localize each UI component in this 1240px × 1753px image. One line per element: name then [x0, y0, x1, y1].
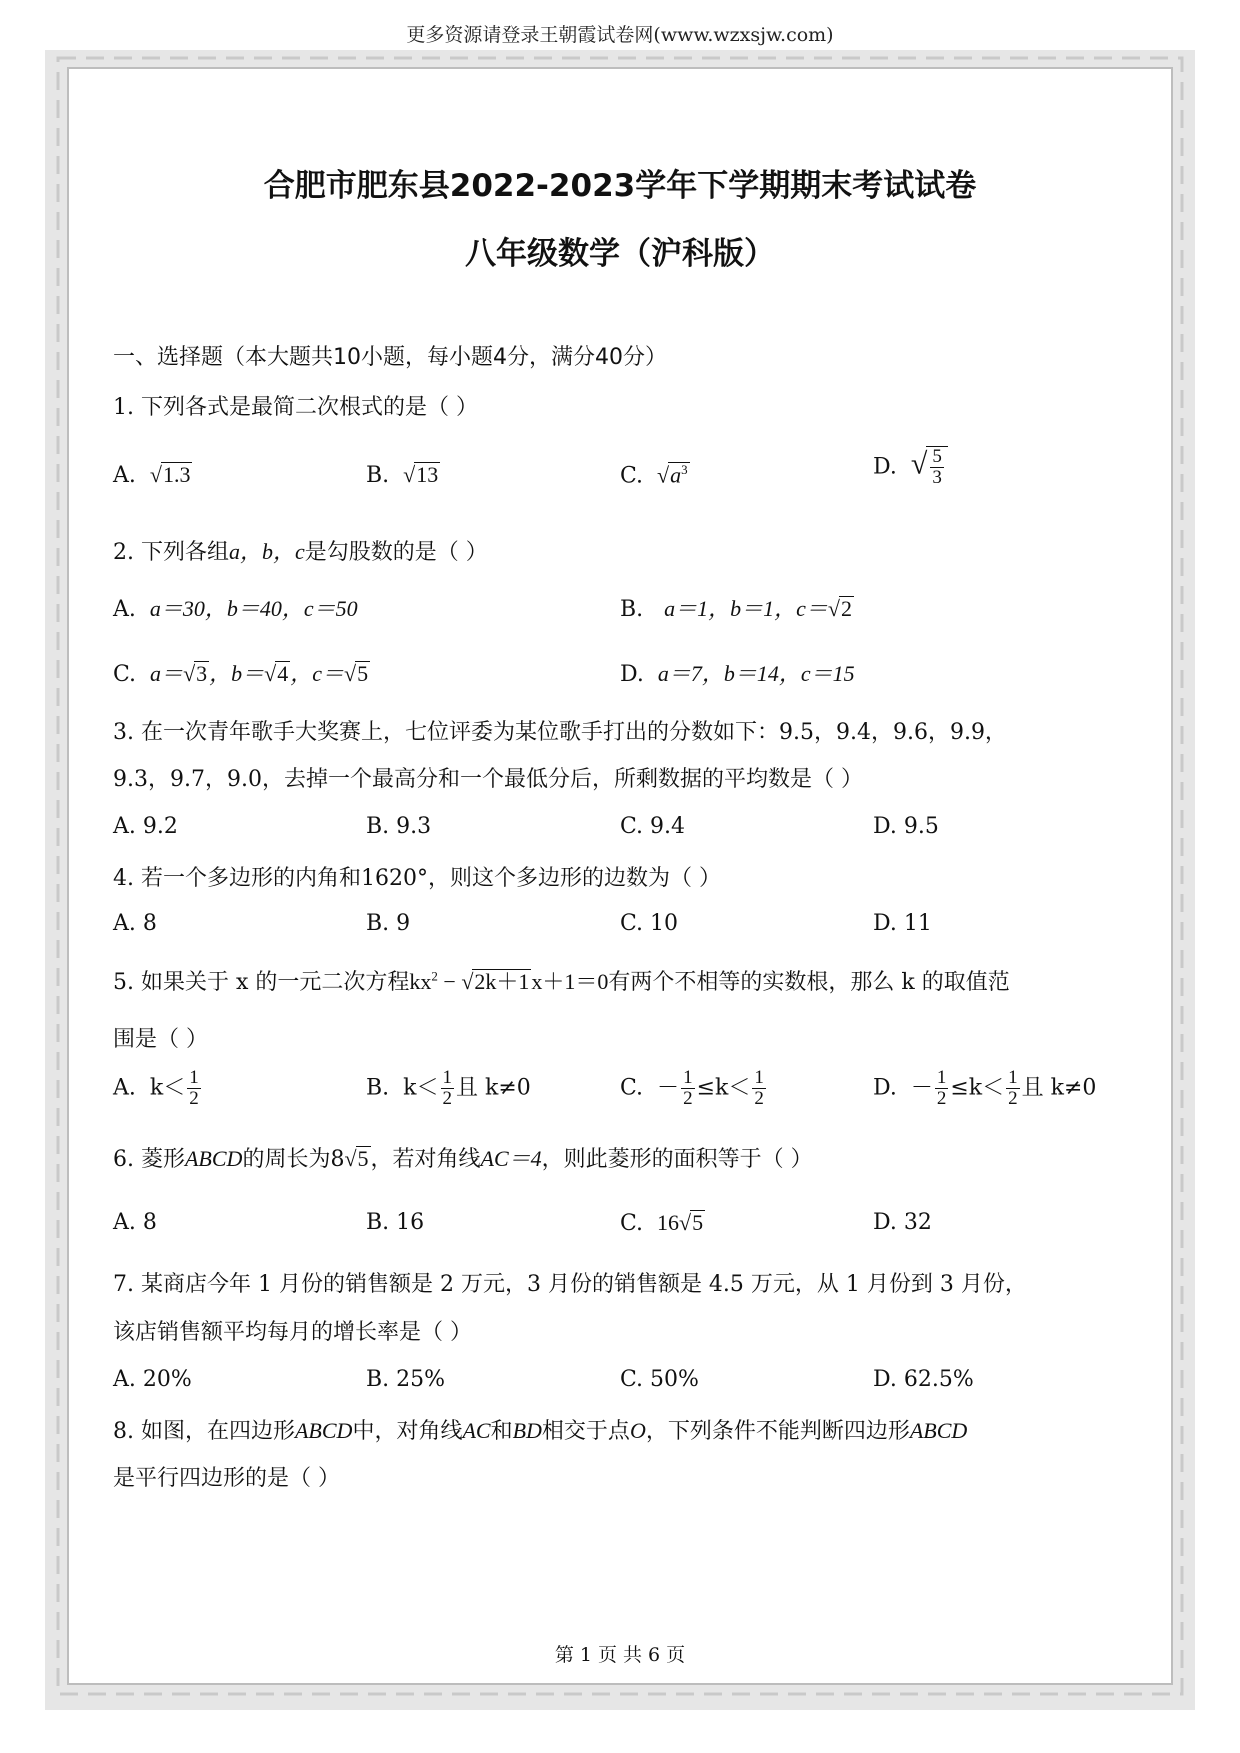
q3-option-c: C. 9.4 — [620, 814, 686, 839]
q6-option-a: A. 8 — [113, 1210, 157, 1235]
q7-option-c: C. 50% — [620, 1367, 699, 1392]
question-7-stem-line1: 7. 某商店今年 1 月份的销售额是 2 万元，3 月份的销售额是 4.5 万元，从 1 月份到 3 月份， — [113, 1272, 1027, 1297]
question-3-stem-line1: 3. 在一次青年歌手大奖赛上，七位评委为某位歌手打出的分数如下：9.5，9.4，9.6，9.9， — [113, 720, 1007, 745]
q2-option-c: C. a＝√3，b＝√4，c＝√5 — [113, 661, 369, 687]
question-2-stem: 2. 下列各组a，b，c是勾股数的是（ ） — [113, 539, 488, 565]
section-heading: 一、选择题（本大题共10小题，每小题4分，满分40分） — [113, 345, 667, 370]
q4-option-c: C. 10 — [620, 911, 679, 936]
page-footer: 第 1 页 共 6 页 — [554, 1644, 686, 1666]
q2-option-b: B. a＝1，b＝1，c＝√2 — [620, 596, 852, 622]
q7-option-d: D. 62.5% — [873, 1367, 974, 1392]
q6-option-c: C. 16√5 — [620, 1210, 704, 1236]
q6-option-d: D. 32 — [873, 1210, 932, 1235]
q4-option-a: A. 8 — [113, 911, 157, 936]
question-7-stem-line2: 该店销售额平均每月的增长率是（ ） — [113, 1320, 472, 1345]
q1-option-b: B. √13 — [366, 462, 439, 488]
q5-option-d: D. － $\frac{1}{2}$ ≤k＜ $\frac{1}{2}$ 且 k≠0 — [873, 1067, 1097, 1109]
q4-option-d: D. 11 — [873, 911, 932, 936]
question-8-stem-line1: 8. 如图，在四边形ABCD中，对角线AC和BD相交于点O，下列条件不能判断四边形ABCD — [113, 1418, 968, 1444]
q5-option-a: A. k＜ $\frac{1}{2}$ — [113, 1067, 199, 1109]
q3-option-a: A. 9.2 — [113, 814, 178, 839]
question-1-stem: 1. 下列各式是最简二次根式的是（ ） — [113, 395, 478, 420]
q2-option-d: D. a＝7，b＝14，c＝15 — [620, 661, 855, 687]
q7-option-a: A. 20% — [113, 1367, 192, 1392]
question-6-stem: 6. 菱形ABCD的周长为8√5，若对角线AC＝4，则此菱形的面积等于（ ） — [113, 1146, 813, 1172]
q4-option-b: B. 9 — [366, 911, 411, 936]
question-5-stem-line2: 围是（ ） — [113, 1027, 208, 1052]
q3-option-d: D. 9.5 — [873, 814, 939, 839]
question-3-stem-line2: 9.3，9.7，9.0，去掉一个最高分和一个最低分后，所剩数据的平均数是（ ） — [113, 767, 863, 792]
header-note: 更多资源请登录王朝霞试卷网(www.wzxsjw.com) — [406, 24, 834, 46]
q1-option-c: C. $√a^3$ — [620, 462, 688, 489]
exam-subtitle: 八年级数学（沪科版） — [465, 236, 775, 272]
q3-option-b: B. 9.3 — [366, 814, 432, 839]
q1-option-a: A. √1.3 — [113, 462, 191, 488]
question-4-stem: 4. 若一个多边形的内角和1620°，则这个多边形的边数为（ ） — [113, 866, 721, 891]
q2-option-a: A. a＝30，b＝40，c＝50 — [113, 596, 358, 622]
question-8-stem-line2: 是平行四边形的是（ ） — [113, 1466, 340, 1491]
q7-option-b: B. 25% — [366, 1367, 446, 1392]
exam-title: 合肥市肥东县2022-2023学年下学期期末考试试卷 — [263, 168, 977, 204]
q1-option-d: D. √ $\frac{5}{3}$ — [873, 446, 948, 488]
q6-option-b: B. 16 — [366, 1210, 425, 1235]
q5-option-c: C. － $\frac{1}{2}$ ≤k＜ $\frac{1}{2}$ — [620, 1067, 764, 1109]
question-5-stem-line1: 5. 如果关于 x 的一元二次方程$kx^2 - √2k+1x+1=0$有两个不相等的实数根，那么 k 的取值范 — [113, 968, 1010, 995]
q5-option-b: B. k＜ $\frac{1}{2}$ 且 k≠0 — [366, 1067, 531, 1109]
